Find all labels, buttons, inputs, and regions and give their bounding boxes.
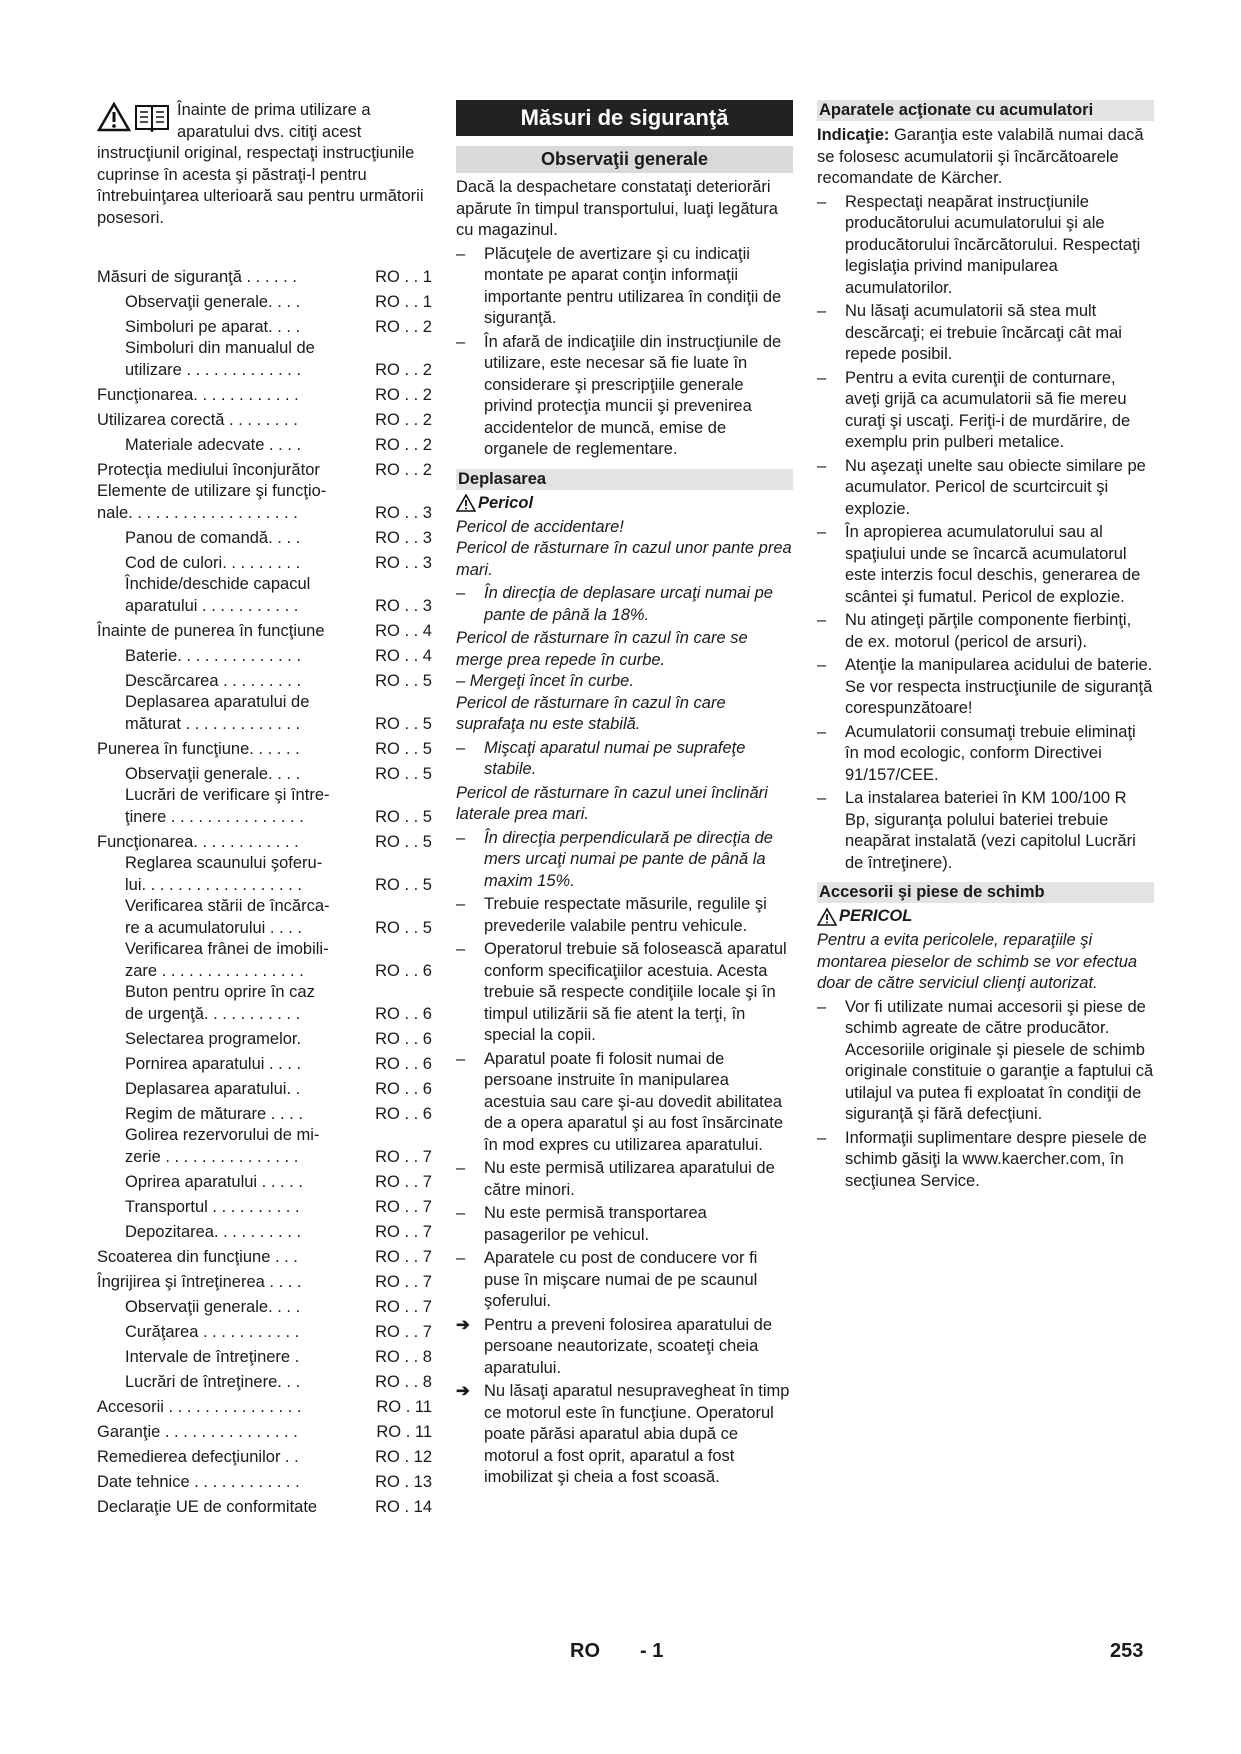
toc-entry-title: Înainte de punerea în funcţiune [97, 621, 325, 640]
toc-entry [97, 828, 432, 853]
toc-entry-title: Panou de comandă. . . . [125, 528, 301, 547]
toc-entry-title: Oprirea aparatului . . . . . [125, 1172, 303, 1191]
pericol-label: Pericol [478, 493, 534, 512]
toc-entry-title: Verificarea frânei de imobili- zare . . . . . . . . . . . . . . . . [125, 940, 329, 980]
list-item: – Operatorul trebuie să folosească aparatul conform specificaţiilor acestuia. Acesta trebuie să respecte condiţiile locale şi în timpul utilizării să fie atent la terţi, în special la copii. [456, 939, 793, 1047]
accessories-list [817, 997, 1154, 1193]
toc-entry [97, 338, 432, 381]
toc-entry-title: Scoaterea din funcţiune . . . [97, 1247, 298, 1266]
toc-entry-page: RO . . 5 [375, 875, 432, 894]
toc-entry-title: Reglarea scaunului şoferu- lui. . . . . . . . . . . . . . . . . . [125, 854, 323, 894]
toc-entry-title: Descărcarea . . . . . . . . . [125, 671, 302, 690]
toc-entry-title: Buton pentru oprire în caz de urgenţă. . . . . . . . . . . [125, 983, 315, 1023]
toc-entry [97, 1368, 432, 1393]
toc-entry-title: Materiale adecvate . . . . [125, 435, 302, 454]
toc-entry-title: Deplasarea aparatului. . [125, 1079, 301, 1098]
toc-entry [97, 406, 432, 431]
toc-entry [97, 1193, 432, 1218]
toc-entry-page: RO . 11 [376, 1422, 432, 1441]
toc-entry-page: RO . . 7 [375, 1222, 432, 1241]
toc-entry-page: RO . . 8 [375, 1347, 432, 1366]
toc-entry [97, 982, 432, 1025]
toc-entry [97, 1218, 432, 1243]
list-item: – Nu este permisă utilizarea aparatului de către minori. [456, 1158, 793, 1201]
toc-entry [97, 785, 432, 828]
intro-block [97, 100, 432, 229]
toc-entry-page: RO . . 5 [375, 832, 432, 851]
toc-entry [97, 642, 432, 667]
toc-entry [97, 456, 432, 481]
toc-entry [97, 1318, 432, 1343]
intro-text: Înainte de prima utilizare a aparatului dvs. citiţi acest instrucţiunil original, respectaţi instrucţiunile cuprinse în acesta şi păstraţi-l pentru întrebuinţarea ulterioară sau pentru următorii posesori. [97, 101, 424, 227]
list-item: – La instalarea bateriei în KM 100/100 R Bp, siguranţa polului bateriei trebuie neapărat instalată (vezi capitolul Lucrări de întreţinere). [817, 788, 1154, 874]
list-item: – Respectaţi neapărat instrucţiunile producătorului acumulatorului şi ale producătorului încărcătorului. Respectaţi legislaţia privind manipularea acumulatorilor. [817, 192, 1154, 300]
arrow-item [456, 1315, 793, 1380]
manual-book-icon [133, 102, 171, 132]
toc-entry [97, 524, 432, 549]
toc-entry-title: Îngrijirea şi întreţinerea . . . . [97, 1272, 302, 1291]
toc-entry [97, 760, 432, 785]
toc-entry-title: Elemente de utilizare şi funcţio- nale. . . . . . . . . . . . . . . . . . . [97, 482, 327, 522]
list-item: – Trebuie respectate măsurile, regulile şi prevederile valabile pentru vehicule. [456, 894, 793, 937]
toc-entry [97, 1125, 432, 1168]
warning-book-icons [97, 102, 171, 132]
toc-entry [97, 1493, 432, 1518]
toc-entry-page: RO . . 3 [375, 528, 432, 547]
toc-entry-page: RO . . 7 [375, 1322, 432, 1341]
toc-entry-title: Verificarea stării de încărca- re a acumulatorului . . . . [125, 897, 330, 937]
toc-entry-title: Utilizarea corectă . . . . . . . . [97, 410, 298, 429]
toc-entry-page: RO . . 3 [375, 553, 432, 572]
toc-entry [97, 939, 432, 982]
toc-entry-page: RO . . 2 [375, 317, 432, 336]
toc-entry-page: RO . . 7 [375, 1197, 432, 1216]
toc-entry [97, 1443, 432, 1468]
toc-entry-title: Baterie. . . . . . . . . . . . . . [125, 646, 302, 665]
toc-entry-page: RO . . 7 [375, 1147, 432, 1166]
toc-entry-page: RO . . 7 [375, 1272, 432, 1291]
toc-entry-title: Garanţie . . . . . . . . . . . . . . . [97, 1422, 298, 1441]
deplasarea-title: Deplasarea [456, 469, 793, 490]
list-item: – În afară de indicaţiile din instrucţiunile de utilizare, este necesar să fie luate în considerare şi prescripţiile generale privind protecţia muncii şi prevenirea accidentelor de muncă, emise de organele de reglementare. [456, 332, 793, 461]
toc-entry-title: Protecţia mediului înconjurător [97, 460, 320, 479]
pericol-heading [817, 907, 1154, 926]
list-item: – Informaţii suplimentare despre piesele de schimb găsiţi la www.kaercher.com, în secţiunea Service. [817, 1128, 1154, 1193]
toc-entry [97, 313, 432, 338]
warning-triangle-icon [97, 102, 131, 132]
toc-entry-title: Închide/deschide capacul aparatului . . . . . . . . . . . [125, 575, 311, 615]
list-item: – Nu este permisă transportarea pasagerilor pe vehicul. [456, 1203, 793, 1246]
toc-entry [97, 288, 432, 313]
rules-list [456, 894, 793, 1313]
list-item: – Nu lăsaţi acumulatorii să stea mult descărcaţi; ei trebuie încărcaţi cât mai repede posibil. [817, 301, 1154, 366]
footer-page-local: - 1 [640, 1640, 664, 1662]
toc-entry-page: RO . . 2 [375, 360, 432, 379]
toc-entry [97, 381, 432, 406]
note-paragraph [817, 125, 1154, 190]
arrow-icon: ➔ [456, 1315, 470, 1334]
italic-item: – Mişcaţi aparatul numai pe suprafeţe stabile. [456, 738, 793, 781]
toc-entry-page: RO . . 6 [375, 1029, 432, 1048]
toc-entry-page: RO . . 5 [375, 764, 432, 783]
toc-entry-title: Lucrări de întreţinere. . . [125, 1372, 301, 1391]
toc-entry [97, 1243, 432, 1268]
toc-entry-title: Cod de culori. . . . . . . . . [125, 553, 301, 572]
general-list [456, 244, 793, 461]
toc-entry [97, 1468, 432, 1493]
toc-entry [97, 667, 432, 692]
list-item: – Aparatele cu post de conducere vor fi puse în mişcare numai de pe scaunul şoferului. [456, 1248, 793, 1313]
toc-entry-page: RO . . 5 [375, 918, 432, 937]
toc-entry-title: Simboluri pe aparat. . . . [125, 317, 301, 336]
toc-entry-title: Regim de măturare . . . . [125, 1104, 303, 1123]
toc-entry-page: RO . . 5 [375, 714, 432, 733]
right-column [817, 100, 1154, 1194]
italic-line: Pericol de răsturnare în cazul unor pante prea mari. [456, 539, 792, 579]
toc-entry-title: Accesorii . . . . . . . . . . . . . . . [97, 1397, 302, 1416]
toc-entry-title: Observaţii generale. . . . [125, 1297, 301, 1316]
left-column [97, 100, 432, 1518]
toc-entry [97, 1343, 432, 1368]
list-item: – Nu aşezaţi unelte sau obiecte similare pe acumulator. Pericol de scurtcircuit şi explozie. [817, 456, 1154, 521]
toc-entry-title: Selectarea programelor. [125, 1029, 302, 1048]
toc-entry-title: Măsuri de siguranţă . . . . . . [97, 267, 297, 286]
toc-entry-title: Observaţii generale. . . . [125, 764, 301, 783]
toc-entry [97, 735, 432, 760]
toc-entry-page: RO . . 6 [375, 1079, 432, 1098]
toc-entry-page: RO . 11 [376, 1397, 432, 1416]
toc-entry-title: Pornirea aparatului . . . . [125, 1054, 302, 1073]
italic-item: – În direcţia de deplasare urcaţi numai pe pante de până la 18%. [456, 583, 793, 626]
italic-line: Pericol de răsturnare în cazul în care suprafaţa nu este stabilă. [456, 693, 726, 733]
italic-line: Pericol de răsturnare în cazul unei înclinări laterale prea mari. [456, 783, 768, 823]
list-item: – Atenţie la manipularea acidului de baterie. Se vor respecta instrucţiunile de siguranţă corespunzătoare! [817, 655, 1154, 720]
toc-entry-page: RO . . 1 [375, 267, 432, 286]
toc-entry-title: Transportul . . . . . . . . . . [125, 1197, 300, 1216]
arrow-item [456, 1381, 793, 1489]
footer-lang: RO [570, 1640, 600, 1662]
toc-entry [97, 692, 432, 735]
toc-entry [97, 1168, 432, 1193]
toc-entry [97, 1075, 432, 1100]
italic-line: – Mergeţi încet în curbe. [456, 672, 634, 690]
toc-entry-title: Declaraţie UE de conformitate [97, 1497, 318, 1516]
list-item: – Vor fi utilizate numai accesorii şi piese de schimb agreate de către producător. Accesoriile originale şi piesele de schimb originale constituie o garanţie a faptului că utilajul va putea fi exploatat în condiţii de siguranţă şi fără defecţiuni. [817, 997, 1154, 1126]
toc-entry [97, 1393, 432, 1418]
toc-entry [97, 853, 432, 896]
warning-triangle-icon [456, 494, 476, 512]
toc-entry-page: RO . . 4 [375, 646, 432, 665]
note-text: Garanţia este valabilă numai dacă se folosesc acumulatorii şi încărcătoarele recomandate de Kärcher. [817, 126, 1144, 187]
battery-title: Aparatele acţionate cu acumulatori [817, 100, 1154, 121]
toc-entry-page: RO . . 6 [375, 1054, 432, 1073]
list-item: – Plăcuţele de avertizare şi cu indicaţii montate pe aparat conţin informaţii importante pentru utilizarea în condiţii de siguranţă. [456, 244, 793, 330]
toc-entry-title: Lucrări de verificare şi între- ţinere . . . . . . . . . . . . . . . [125, 786, 330, 826]
toc-entry [97, 1268, 432, 1293]
arrow-icon: ➔ [456, 1382, 470, 1400]
toc-entry-page: RO . . 2 [375, 385, 432, 404]
toc-entry-title: Curăţarea . . . . . . . . . . . [125, 1322, 300, 1341]
arrow-text: Nu lăsaţi aparatul nesupravegheat în timp ce motorul este în funcţiune. Operatorul poate părăsi aparatul abia după ce motorul a fost oprit, aparatul a fost imobilizat şi cheia a fost scoasă. [484, 1382, 790, 1486]
toc-entry-title: Date tehnice . . . . . . . . . . . . [97, 1472, 300, 1491]
toc-entry [97, 574, 432, 617]
italic-item: – În direcţia perpendiculară pe direcţia de mers urcaţi numai pe pante de până la maxim 15%. [456, 828, 793, 893]
toc-entry-title: Intervale de întreţinere . [125, 1347, 300, 1366]
italic-line: Pericol de răsturnare în cazul în care se merge prea repede în curbe. [456, 629, 748, 669]
toc-entry-page: RO . . 6 [375, 1104, 432, 1123]
toc-entry-page: RO . . 8 [375, 1372, 432, 1391]
battery-list [817, 192, 1154, 875]
general-paragraph: Dacă la despachetare constataţi deteriorări apărute în timpul transportului, luaţi legătura cu magazinul. [456, 178, 778, 239]
list-item: – Nu atingeţi părţile componente fierbinţi, de ex. motorul (pericol de arsuri). [817, 610, 1154, 653]
warning-triangle-icon [817, 908, 837, 926]
pericol-heading [456, 494, 793, 513]
toc-entry-page: RO . . 7 [375, 1247, 432, 1266]
note-label: Indicaţie: [817, 126, 890, 144]
toc-entry-page: RO . . 6 [375, 961, 432, 980]
accessories-italic: Pentru a evita pericolele, reparaţiile şi montarea pieselor de schimb se vor efectua doar de către serviciul clienţi autorizat. [817, 931, 1138, 992]
toc-entry-page: RO . . 7 [375, 1172, 432, 1191]
toc-entry-page: RO . . 2 [375, 410, 432, 429]
toc-entry [97, 1050, 432, 1075]
toc-entry-title: Simboluri din manualul de utilizare . . . . . . . . . . . . . [125, 339, 315, 379]
toc-entry [97, 1025, 432, 1050]
toc-entry-page: RO . . 6 [375, 1004, 432, 1023]
section-title: Măsuri de siguranţă [456, 100, 793, 136]
list-item: – Aparatul poate fi folosit numai de persoane instruite în manipularea acestuia sau care şi-au dovedit abilitatea de a opera aparatul şi au fost însărcinate în mod expres cu utilizarea aparatului. [456, 1049, 793, 1157]
toc-entry-page: RO . . 2 [375, 460, 432, 479]
toc-entry-title: Punerea în funcţiune. . . . . . [97, 739, 300, 758]
toc-entry-page: RO . 14 [375, 1497, 432, 1516]
toc-entry-page: RO . . 5 [375, 671, 432, 690]
toc-entry [97, 617, 432, 642]
toc-entry [97, 549, 432, 574]
toc-entry-title: Observaţii generale. . . . [125, 292, 301, 311]
toc-entry-page: RO . . 4 [375, 621, 432, 640]
toc-entry-title: Depozitarea. . . . . . . . . . [125, 1222, 302, 1241]
toc-entry-page: RO . . 2 [375, 435, 432, 454]
toc-entry-title: Funcţionarea. . . . . . . . . . . . [97, 385, 299, 404]
toc-entry [97, 263, 432, 288]
toc-entry-page: RO . . 1 [375, 292, 432, 311]
table-of-contents [97, 263, 432, 1518]
list-item: – Acumulatorii consumaţi trebuie eliminaţi în mod ecologic, conform Directivei 91/157/CEE. [817, 722, 1154, 787]
middle-column [456, 100, 793, 1491]
toc-entry-page: RO . . 3 [375, 503, 432, 522]
pericol-label: PERICOL [839, 907, 913, 925]
general-title: Observaţii generale [456, 146, 793, 173]
toc-entry-title: Golirea rezervorului de mi- zerie . . . . . . . . . . . . . . . [125, 1126, 320, 1166]
footer-page-number: 253 [1110, 1640, 1144, 1662]
accessories-title: Accesorii şi piese de schimb [817, 882, 1154, 903]
toc-entry [97, 481, 432, 524]
toc-entry [97, 1418, 432, 1443]
list-item: – În apropierea acumulatorului sau al spaţiului unde se încarcă acumulatorul este interzis focul deschis, generarea de scântei şi fumatul. Pericol de explozie. [817, 522, 1154, 608]
toc-entry-page: RO . . 5 [375, 739, 432, 758]
toc-entry [97, 1100, 432, 1125]
toc-entry [97, 1293, 432, 1318]
toc-entry-page: RO . . 5 [375, 807, 432, 826]
italic-line: Pericol de accidentare! [456, 517, 624, 536]
toc-entry-title: Deplasarea aparatului de măturat . . . . . . . . . . . . . [125, 693, 310, 733]
toc-entry-page: RO . . 3 [375, 596, 432, 615]
list-item: – Pentru a evita curenţii de conturnare, aveţi grijă ca acumulatorii să fie mereu curaţi şi uscaţi. Feriţi-i de murdărire, de exemplu prin pulberi metalice. [817, 368, 1154, 454]
toc-entry-page: RO . 12 [375, 1447, 432, 1466]
toc-entry [97, 431, 432, 456]
arrow-text: Pentru a preveni folosirea aparatului de persoane neautorizate, scoateţi cheia aparatului. [484, 1315, 773, 1377]
toc-entry [97, 896, 432, 939]
toc-entry-title: Remedierea defecţiunilor . . [97, 1447, 299, 1466]
toc-entry-page: RO . . 7 [375, 1297, 432, 1316]
toc-entry-page: RO . 13 [375, 1472, 432, 1491]
toc-entry-title: Funcţionarea. . . . . . . . . . . . [97, 832, 299, 851]
